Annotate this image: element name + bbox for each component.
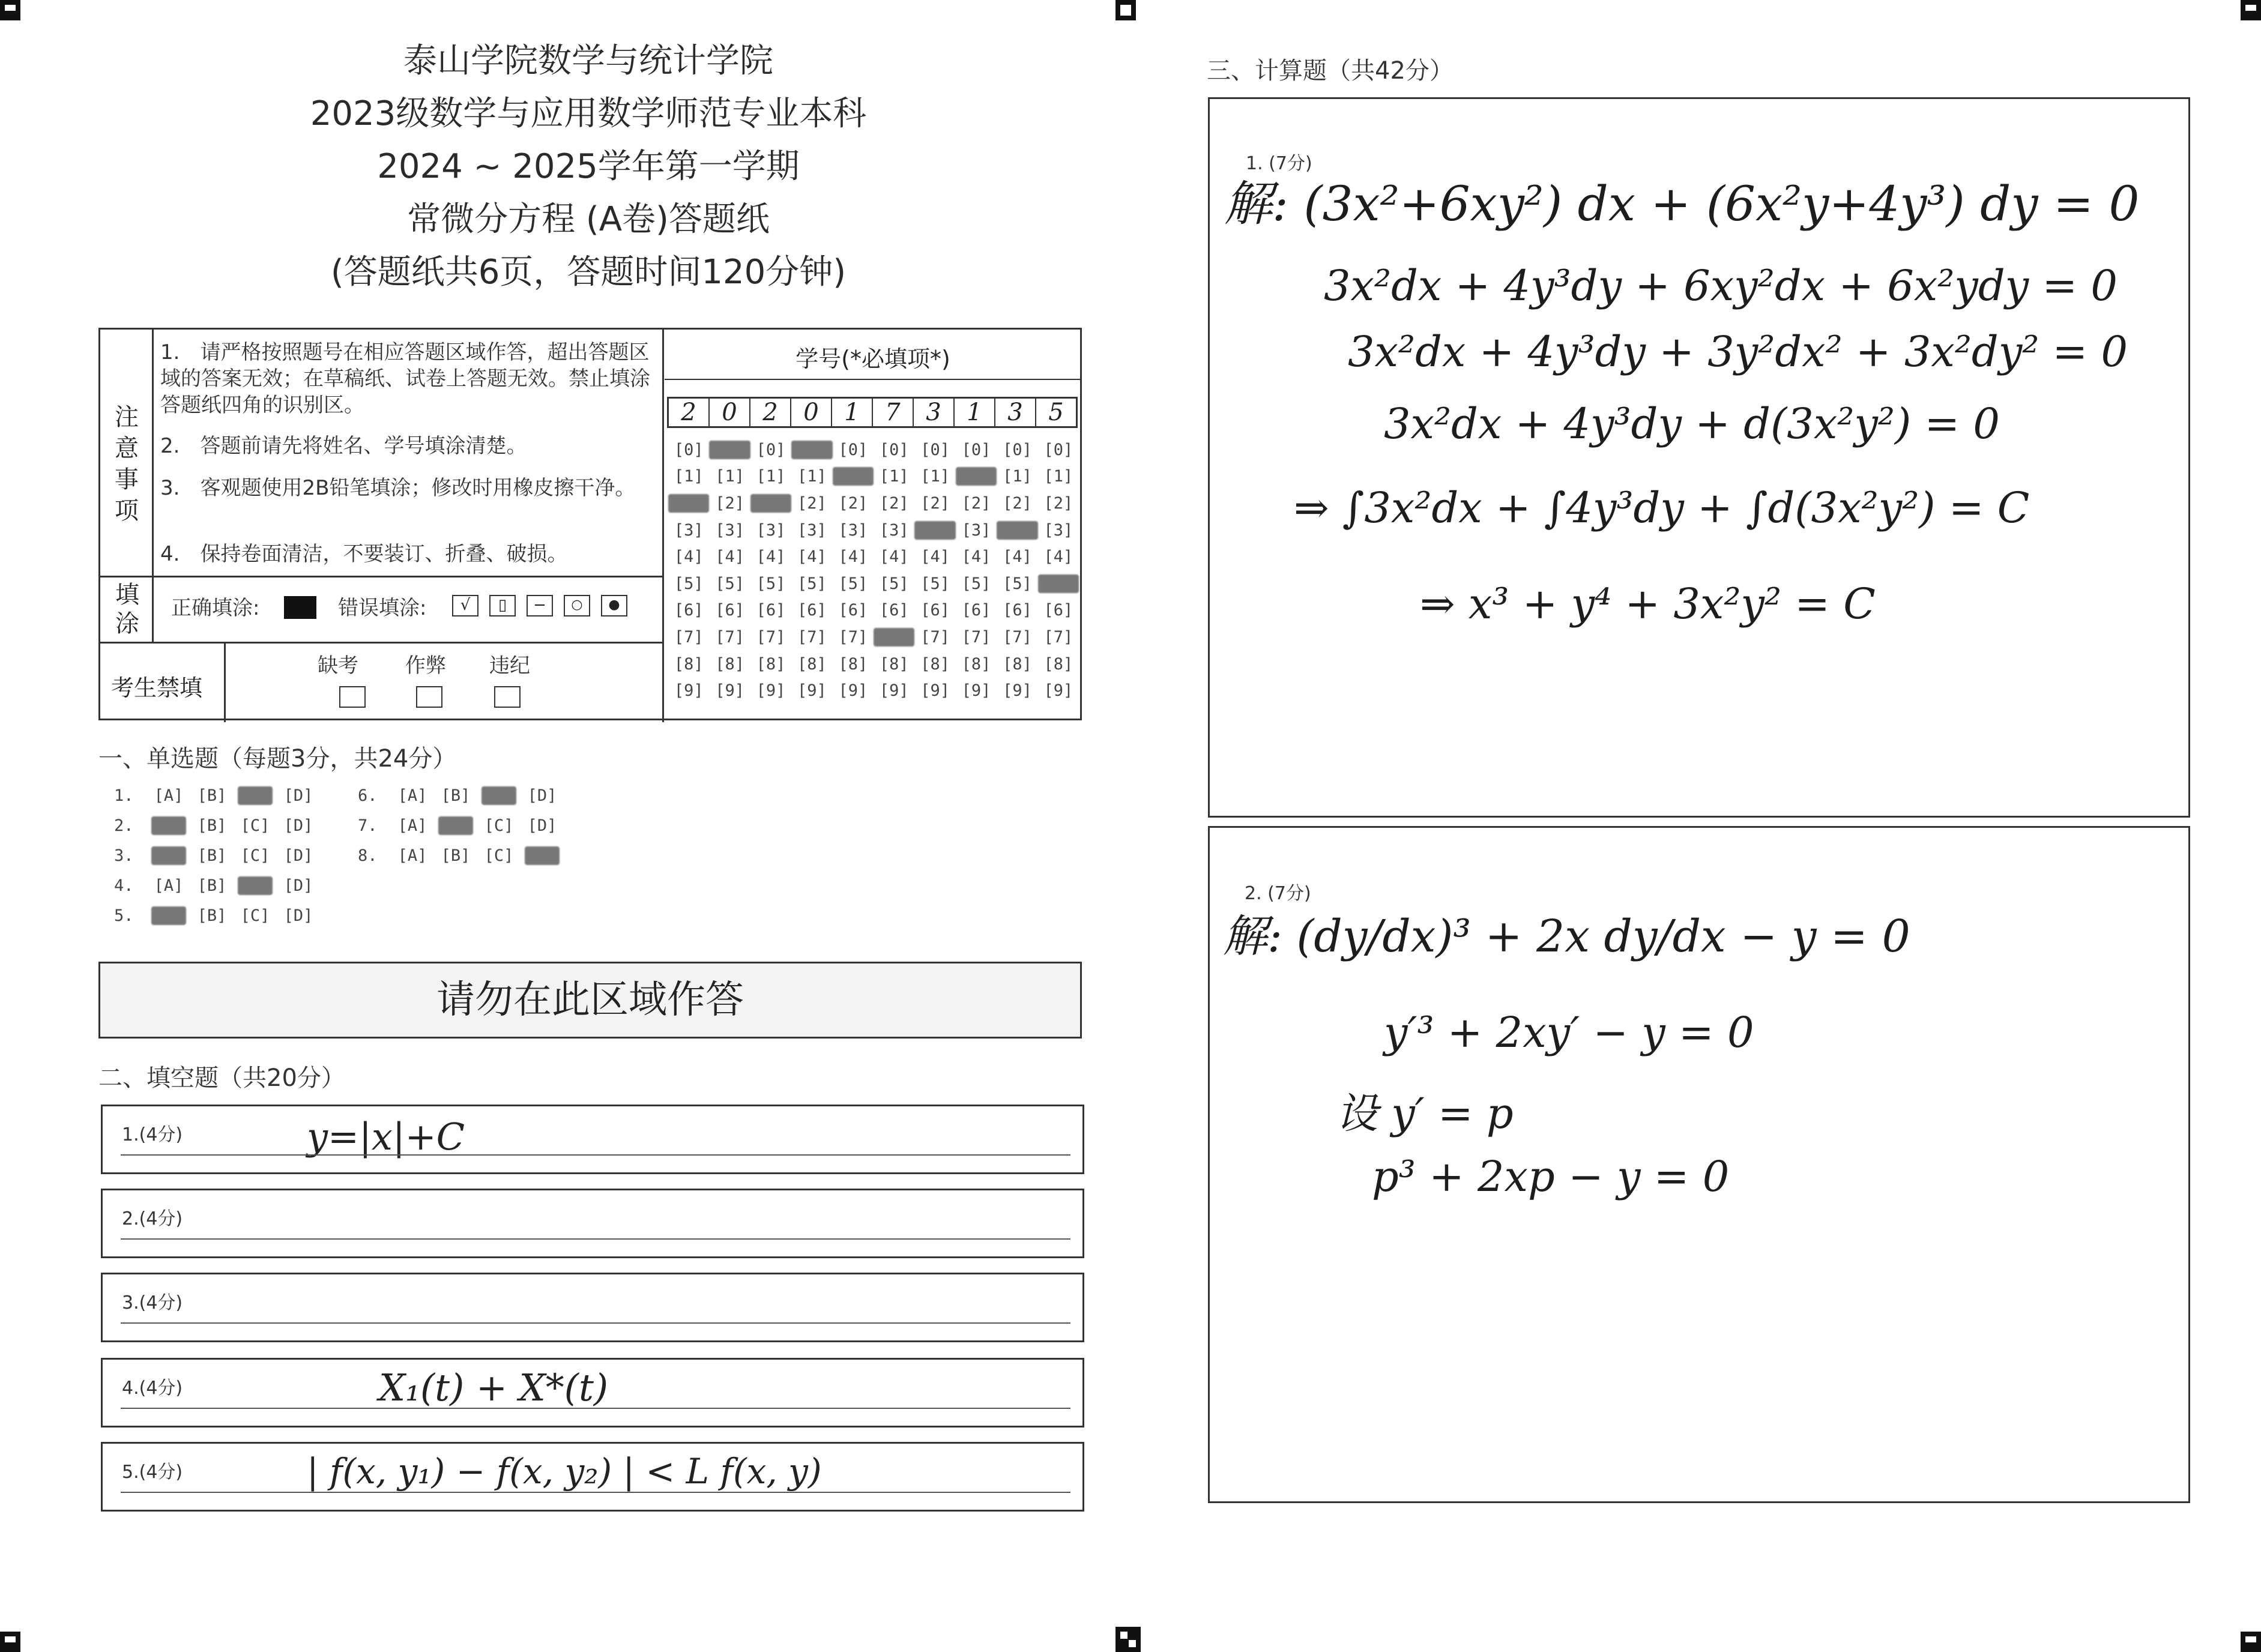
- id-bubble[interactable]: [2]: [879, 493, 909, 513]
- id-bubble[interactable]: [4]: [756, 547, 786, 567]
- id-bubble[interactable]: [6]: [756, 601, 786, 620]
- corner-marker-top-mid: [1115, 0, 1136, 20]
- id-bubble[interactable]: [0]: [879, 440, 909, 459]
- mcq-option-d[interactable]: [D]: [283, 876, 313, 895]
- calc-answer-box-1[interactable]: [1208, 97, 2190, 818]
- student-id-bubble-grid: [668, 436, 1079, 704]
- fill-label-1: 1.(4分): [122, 1124, 183, 1145]
- id-bubble[interactable]: [9]: [674, 681, 704, 701]
- id-bubble[interactable]: [4]: [879, 547, 909, 567]
- id-bubble[interactable]: [5]: [756, 574, 786, 593]
- fill-label-2: 2.(4分): [122, 1208, 183, 1229]
- id-bubble[interactable]: [6]: [674, 601, 704, 620]
- mcq-block: [114, 786, 594, 942]
- examinee-title: 考生禁填: [111, 675, 203, 701]
- id-bubble[interactable]: [8]: [838, 654, 868, 674]
- fill-answer-row-1[interactable]: [101, 1105, 1084, 1174]
- id-bubble[interactable]: [9]: [838, 681, 868, 701]
- id-bubble[interactable]: [3]: [997, 521, 1037, 540]
- wrong-fill-label: 错误填涂:: [338, 596, 427, 620]
- id-bubble[interactable]: [5]: [674, 574, 704, 593]
- mcq-option-c[interactable]: [C]: [240, 846, 270, 865]
- mcq-option-d[interactable]: [D]: [525, 846, 560, 865]
- mcq-option-b[interactable]: [B]: [197, 786, 227, 805]
- correct-fill-sample: [284, 596, 316, 619]
- id-bubble[interactable]: [0]: [1003, 440, 1032, 459]
- id-bubble[interactable]: [7]: [1043, 627, 1073, 647]
- id-bubble[interactable]: [7]: [674, 627, 704, 647]
- student-id-digit-4: 0: [791, 399, 832, 426]
- id-bubble[interactable]: [0]: [709, 441, 750, 459]
- id-bubble[interactable]: [6]: [879, 601, 909, 620]
- notice-item-4: 4. 保持卷面清洁，不要装订、折叠、破损。: [160, 542, 568, 566]
- mcq-option-d[interactable]: [D]: [283, 816, 313, 835]
- id-bubble-row-3: [668, 517, 1079, 544]
- corner-marker-top-right: [2241, 0, 2261, 20]
- id-bubble[interactable]: [8]: [879, 654, 909, 674]
- mcq-option-a[interactable]: [A]: [397, 846, 427, 865]
- fill-label-3: 3.(4分): [122, 1292, 183, 1313]
- id-bubble[interactable]: [9]: [879, 681, 909, 701]
- mcq-option-b[interactable]: [B]: [441, 846, 471, 865]
- id-bubble[interactable]: [7]: [961, 627, 991, 647]
- wrong-mark-dot: ●: [601, 595, 627, 616]
- mcq-question-1: [114, 786, 316, 805]
- mcq-option-c[interactable]: [C]: [238, 876, 273, 895]
- id-bubble[interactable]: [8]: [1003, 654, 1032, 674]
- mcq-number: 5.: [114, 906, 134, 925]
- term-title: 2024 ~ 2025学年第一学期: [377, 147, 800, 186]
- calc2-line-3: 设 y′ = p: [1336, 1089, 1514, 1138]
- calc1-line-6: ⇒ x³ + y⁴ + 3x²y² = C: [1420, 579, 1876, 629]
- notice-item-1: 1. 请严格按照题号在相应答题区域作答，超出答题区域的答案无效；在草稿纸、试卷上答题无效。禁止填涂答题纸四角的识别区。: [160, 340, 650, 417]
- calc-label-1: 1. (7分): [1246, 153, 1312, 174]
- corner-marker-bottom-mid: [1115, 1627, 1141, 1652]
- id-bubble[interactable]: [3]: [1043, 520, 1073, 540]
- id-bubble[interactable]: [3]: [674, 520, 704, 540]
- student-id-digit-9: 3: [995, 399, 1036, 426]
- calc1-line-1: 解: (3x²+6xy²) dx + (6x²y+4y³) dy = 0: [1224, 176, 2140, 232]
- id-bubble[interactable]: [5]: [1038, 574, 1079, 593]
- id-bubble[interactable]: [2]: [1003, 493, 1032, 513]
- absent-label: 缺考: [318, 654, 358, 678]
- id-bubble[interactable]: [8]: [797, 654, 827, 674]
- violation-checkbox[interactable]: [494, 686, 521, 708]
- mcq-option-d[interactable]: [D]: [527, 786, 557, 805]
- id-bubble[interactable]: [3]: [879, 520, 909, 540]
- id-bubble[interactable]: [2]: [797, 493, 827, 513]
- id-bubble[interactable]: [5]: [879, 574, 909, 593]
- section3-title: 三、计算题（共42分）: [1207, 57, 1454, 85]
- mcq-option-a[interactable]: [A]: [151, 906, 186, 925]
- mcq-option-b[interactable]: [B]: [197, 816, 227, 835]
- id-bubble[interactable]: [9]: [756, 681, 786, 701]
- student-id-digit-8: 1: [955, 399, 995, 426]
- calc1-line-5: ⇒ ∫3x²dx + ∫4y³dy + ∫d(3x²y²) = C: [1294, 483, 2030, 532]
- id-bubble[interactable]: [5]: [1003, 574, 1032, 593]
- id-bubble[interactable]: [4]: [1003, 547, 1032, 567]
- notice-item-2: 2. 答题前请先将姓名、学号填涂清楚。: [160, 434, 527, 458]
- wrong-mark-check: √: [452, 595, 478, 616]
- mcq-number: 8.: [358, 846, 378, 865]
- correct-fill-label: 正确填涂:: [171, 596, 260, 620]
- id-bubble[interactable]: [0]: [791, 441, 832, 459]
- student-id-digit-1: 2: [669, 399, 710, 426]
- mcq-option-d[interactable]: [D]: [283, 786, 313, 805]
- id-bubble-row-6: [668, 597, 1079, 624]
- id-bubble[interactable]: [5]: [838, 574, 868, 593]
- mcq-number: 6.: [358, 786, 378, 805]
- calc2-line-2: y′³ + 2xy′ − y = 0: [1384, 1008, 1754, 1057]
- cheat-label: 作弊: [405, 654, 446, 678]
- calc1-line-2: 3x²dx + 4y³dy + 6xy²dx + 6x²ydy = 0: [1324, 261, 2118, 310]
- id-bubble[interactable]: [0]: [1043, 440, 1073, 459]
- id-bubble[interactable]: [8]: [756, 654, 786, 674]
- id-bubble[interactable]: [1]: [1043, 467, 1073, 486]
- id-bubble[interactable]: [3]: [756, 520, 786, 540]
- id-bubble-row-0: [668, 436, 1079, 463]
- wrong-mark-circle: ○: [564, 595, 590, 616]
- sheet-info: (答题纸共6页，答题时间120分钟): [330, 253, 847, 292]
- fill-answer-1: y=|x|+C: [307, 1115, 465, 1159]
- id-bubble[interactable]: [1]: [920, 467, 950, 486]
- id-bubble[interactable]: [6]: [715, 601, 744, 620]
- student-id-digits: [667, 397, 1078, 428]
- id-bubble[interactable]: [8]: [961, 654, 991, 674]
- fill-label-5: 5.(4分): [122, 1462, 183, 1483]
- id-bubble[interactable]: [2]: [961, 493, 991, 513]
- id-bubble[interactable]: [4]: [1043, 547, 1073, 567]
- mcq-number: 7.: [358, 816, 378, 835]
- mcq-option-b[interactable]: [B]: [438, 816, 473, 835]
- notice-title: 注意事项: [115, 403, 139, 525]
- mcq-option-d[interactable]: [D]: [283, 906, 313, 925]
- section1-title: 一、单选题（每题3分，共24分）: [98, 745, 457, 773]
- mcq-option-b[interactable]: [B]: [441, 786, 471, 805]
- mcq-option-b[interactable]: [B]: [197, 846, 227, 865]
- info-block: [98, 328, 1082, 720]
- student-id-digit-3: 2: [750, 399, 791, 426]
- mcq-question-3: [114, 846, 316, 865]
- calc-answer-box-2[interactable]: [1208, 826, 2190, 1503]
- calc1-line-4: 3x²dx + 4y³dy + d(3x²y²) = 0: [1384, 399, 2000, 448]
- id-bubble[interactable]: [5]: [715, 574, 744, 593]
- id-bubble[interactable]: [6]: [1043, 601, 1073, 620]
- mcq-option-c[interactable]: [C]: [238, 786, 273, 805]
- id-bubble[interactable]: [4]: [797, 547, 827, 567]
- id-bubble[interactable]: [9]: [715, 681, 744, 701]
- id-bubble[interactable]: [1]: [1003, 467, 1032, 486]
- id-bubble[interactable]: [7]: [1003, 627, 1032, 647]
- mcq-option-a[interactable]: [A]: [154, 876, 184, 895]
- id-bubble[interactable]: [5]: [961, 574, 991, 593]
- fill-answer-row-2[interactable]: [101, 1189, 1084, 1258]
- violation-label: 违纪: [489, 654, 530, 678]
- id-bubble[interactable]: [8]: [920, 654, 950, 674]
- mcq-question-2: [114, 816, 316, 835]
- id-bubble[interactable]: [9]: [1003, 681, 1032, 701]
- id-bubble[interactable]: [2]: [838, 493, 868, 513]
- wrong-mark-dash: −: [527, 595, 553, 616]
- id-bubble[interactable]: [3]: [715, 520, 744, 540]
- id-bubble[interactable]: [2]: [1043, 493, 1073, 513]
- school-title: 泰山学院数学与统计学院: [403, 41, 773, 80]
- mcq-number: 4.: [114, 876, 134, 895]
- id-bubble[interactable]: [4]: [838, 547, 868, 567]
- mcq-question-6: [358, 786, 560, 805]
- fill-label-4: 4.(4分): [122, 1378, 183, 1399]
- program-title: 2023级数学与应用数学师范专业本科: [310, 94, 867, 133]
- mcq-question-5: [114, 906, 316, 925]
- mcq-option-b[interactable]: [B]: [197, 876, 227, 895]
- id-bubble[interactable]: [4]: [920, 547, 950, 567]
- id-bubble[interactable]: [2]: [920, 493, 950, 513]
- id-bubble[interactable]: [4]: [715, 547, 744, 567]
- id-bubble[interactable]: [9]: [797, 681, 827, 701]
- id-bubble-row-1: [668, 463, 1079, 490]
- wrong-mark-half: ▯: [489, 595, 516, 616]
- id-bubble[interactable]: [4]: [674, 547, 704, 567]
- notice-item-3: 3. 客观题使用2B铅笔填涂；修改时用橡皮擦干净。: [160, 476, 636, 500]
- id-bubble[interactable]: [8]: [674, 654, 704, 674]
- student-id-digit-2: 0: [710, 399, 750, 426]
- id-bubble[interactable]: [1]: [797, 467, 827, 486]
- id-bubble[interactable]: [1]: [833, 467, 874, 486]
- id-bubble[interactable]: [2]: [668, 494, 709, 513]
- id-bubble[interactable]: [8]: [1043, 654, 1073, 674]
- mcq-question-8: [358, 846, 560, 865]
- id-bubble[interactable]: [9]: [1043, 681, 1073, 701]
- mcq-option-a[interactable]: [A]: [151, 816, 186, 835]
- fill-answer-5: | f(x, y₁) − f(x, y₂) | < L f(x, y): [307, 1451, 822, 1492]
- id-bubble[interactable]: [8]: [715, 654, 744, 674]
- course-title: 常微分方程 (A卷)答题纸: [407, 200, 770, 239]
- student-id-digit-7: 3: [914, 399, 955, 426]
- id-bubble[interactable]: [1]: [674, 467, 704, 486]
- id-bubble[interactable]: [1]: [956, 467, 997, 486]
- id-bubble[interactable]: [7]: [797, 627, 827, 647]
- fill-answer-4: X₁(t) + X*(t): [379, 1366, 609, 1409]
- id-bubble[interactable]: [4]: [961, 547, 991, 567]
- mcq-option-a[interactable]: [A]: [397, 786, 427, 805]
- id-bubble[interactable]: [1]: [756, 467, 786, 486]
- id-bubble[interactable]: [9]: [920, 681, 950, 701]
- student-id-digit-6: 7: [873, 399, 914, 426]
- id-bubble[interactable]: [0]: [961, 440, 991, 459]
- id-bubble[interactable]: [0]: [756, 440, 786, 459]
- corner-marker-top-left: [0, 0, 20, 20]
- student-id-title: 学号(*必填项*): [795, 346, 950, 372]
- mcq-option-a[interactable]: [A]: [397, 816, 427, 835]
- id-bubble[interactable]: [0]: [674, 440, 704, 459]
- corner-marker-bottom-left: [0, 1632, 20, 1652]
- mcq-option-c[interactable]: [C]: [484, 816, 514, 835]
- student-id-digit-5: 1: [832, 399, 873, 426]
- calc-label-2: 2. (7分): [1245, 883, 1311, 904]
- id-bubble[interactable]: [6]: [1003, 601, 1032, 620]
- mcq-number: 1.: [114, 786, 134, 805]
- section2-title: 二、填空题（共20分）: [98, 1064, 345, 1092]
- calc1-line-3: 3x²dx + 4y³dy + 3y²dx² + 3x²dy² = 0: [1348, 327, 2128, 376]
- mcq-option-b[interactable]: [B]: [197, 906, 227, 925]
- id-bubble[interactable]: [0]: [838, 440, 868, 459]
- id-bubble-row-4: [668, 543, 1079, 570]
- student-id-digit-10: 5: [1048, 399, 1064, 426]
- id-bubble[interactable]: [3]: [914, 521, 955, 540]
- fill-answer-row-4[interactable]: [101, 1358, 1084, 1427]
- mcq-number: 2.: [114, 816, 134, 835]
- id-bubble[interactable]: [3]: [838, 520, 868, 540]
- fill-title: 填涂: [115, 581, 139, 638]
- id-bubble-row-9: [668, 677, 1079, 704]
- calc2-line-4: p³ + 2xp − y = 0: [1372, 1152, 1730, 1201]
- id-bubble[interactable]: [1]: [715, 467, 744, 486]
- wrong-fill-samples: [452, 595, 627, 616]
- mcq-option-a[interactable]: [A]: [154, 786, 184, 805]
- mcq-option-a[interactable]: [A]: [151, 846, 186, 865]
- id-bubble[interactable]: [6]: [961, 601, 991, 620]
- mcq-option-c[interactable]: [C]: [240, 906, 270, 925]
- mcq-option-c[interactable]: [C]: [481, 786, 516, 805]
- id-bubble[interactable]: [1]: [879, 467, 909, 486]
- mcq-question-7: [358, 816, 560, 835]
- id-bubble-row-2: [668, 490, 1079, 517]
- no-answer-zone: 请勿在此区域作答: [98, 962, 1082, 1039]
- mcq-number: 3.: [114, 846, 134, 865]
- id-bubble[interactable]: [7]: [920, 627, 950, 647]
- corner-marker-bottom-right: [2241, 1632, 2261, 1652]
- mcq-question-4: [114, 876, 316, 895]
- id-bubble[interactable]: [5]: [920, 574, 950, 593]
- id-bubble[interactable]: [3]: [961, 520, 991, 540]
- id-bubble[interactable]: [2]: [715, 493, 744, 513]
- fill-answer-row-5[interactable]: [101, 1442, 1084, 1512]
- id-bubble-row-5: [668, 570, 1079, 597]
- id-bubble[interactable]: [5]: [797, 574, 827, 593]
- mcq-option-d[interactable]: [D]: [283, 846, 313, 865]
- id-bubble[interactable]: [6]: [838, 601, 868, 620]
- mcq-option-c[interactable]: [C]: [484, 846, 514, 865]
- absent-checkbox[interactable]: [339, 686, 366, 708]
- id-bubble[interactable]: [3]: [797, 520, 827, 540]
- id-bubble-row-7: [668, 624, 1079, 651]
- cheat-checkbox[interactable]: [416, 686, 442, 708]
- id-bubble[interactable]: [7]: [715, 627, 744, 647]
- mcq-option-d[interactable]: [D]: [527, 816, 557, 835]
- id-bubble[interactable]: [7]: [838, 627, 868, 647]
- mcq-option-c[interactable]: [C]: [240, 816, 270, 835]
- id-bubble[interactable]: [7]: [874, 628, 914, 647]
- calc2-line-1: 解: (dy/dx)³ + 2x dy/dx − y = 0: [1223, 911, 1910, 962]
- id-bubble[interactable]: [7]: [756, 627, 786, 647]
- id-bubble-row-8: [668, 651, 1079, 678]
- id-bubble[interactable]: [0]: [920, 440, 950, 459]
- fill-answer-row-3[interactable]: [101, 1273, 1084, 1342]
- id-bubble[interactable]: [6]: [797, 601, 827, 620]
- id-bubble[interactable]: [9]: [961, 681, 991, 701]
- id-bubble[interactable]: [6]: [920, 601, 950, 620]
- id-bubble[interactable]: [2]: [750, 494, 791, 513]
